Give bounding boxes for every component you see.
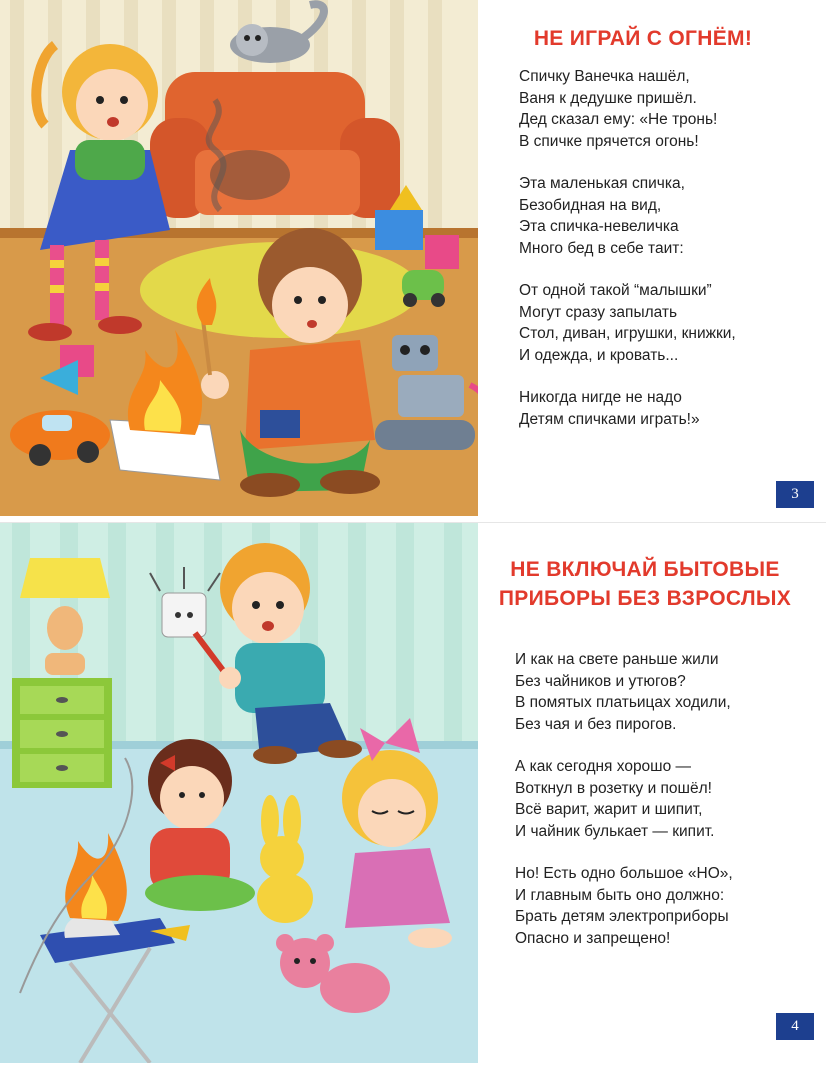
poem-line: В помятых платьицах ходили,	[515, 694, 731, 711]
poem-line: Много бед в себе таит:	[519, 239, 684, 257]
stanza-1	[515, 649, 733, 735]
poem-line: Без чайников и утюгов?	[515, 672, 686, 690]
poem-line: Стол, диван, игрушки, книжки,	[519, 325, 736, 342]
poem-line: Безобидная на вид,	[519, 196, 662, 214]
poem-line: Воткнул в розетку и пошёл!	[515, 779, 712, 797]
poem-line: Никогда нигде не надо	[519, 389, 682, 406]
illustration-matches-danger	[0, 0, 478, 516]
poem-line: И как на свете раньше жили	[515, 651, 719, 668]
poem-line: Без чая и без пирогов.	[515, 715, 677, 733]
poem-line: Эта спичка-невеличка	[519, 218, 679, 235]
book-page-3	[0, 0, 826, 516]
page-title-fire: НЕ ИГРАЙ С ОГНЁМ!	[533, 27, 753, 50]
poem-line: И чайник булькает — кипит.	[515, 822, 715, 840]
poem-line: Брать детям электроприборы	[515, 908, 729, 925]
poem-line: Дед сказал ему: «Не тронь!	[519, 111, 718, 128]
poem-line: Детям спичками играть!»	[519, 410, 700, 428]
poem-line: И главным быть оно должно:	[515, 886, 725, 904]
poem-line: В спичке прячется огонь!	[519, 132, 699, 150]
poem-line: Эта маленькая спичка,	[519, 175, 685, 192]
poem-line: Всё варит, жарит и шипит,	[515, 801, 703, 818]
dresser	[12, 678, 112, 788]
poem-line: Ваня к дедушке пришёл.	[519, 89, 697, 107]
stanza-3	[515, 863, 733, 949]
poem-line: И одежда, и кровать...	[519, 346, 679, 364]
sofa	[150, 72, 400, 218]
stanza-3	[519, 280, 736, 366]
poem-fire	[519, 66, 736, 451]
poem-appliances	[515, 649, 733, 970]
poem-line: Могут сразу запылать	[519, 303, 678, 321]
illustration-appliances-danger	[0, 523, 478, 1063]
page-number-badge: 4	[776, 1013, 814, 1040]
title-line-2: ПРИБОРЫ БЕЗ ВЗРОСЛЫХ	[498, 587, 792, 610]
page-title-appliances	[470, 555, 820, 613]
book-page-4	[0, 522, 826, 1081]
poem-line: А как сегодня хорошо —	[515, 758, 692, 775]
poem-line: Спичку Ванечка нашёл,	[519, 68, 690, 85]
title-line-1: НЕ ВКЛЮЧАЙ БЫТОВЫЕ	[510, 558, 780, 581]
poem-line: Но! Есть одно большое «НО»,	[515, 865, 733, 882]
page-number-badge: 3	[776, 481, 814, 508]
poem-line: Опасно и запрещено!	[515, 929, 671, 947]
stanza-1	[519, 66, 736, 152]
stanza-2	[515, 756, 733, 842]
stanza-2	[519, 173, 736, 259]
stanza-4	[519, 387, 736, 430]
poem-line: От одной такой “малышки”	[519, 282, 712, 299]
